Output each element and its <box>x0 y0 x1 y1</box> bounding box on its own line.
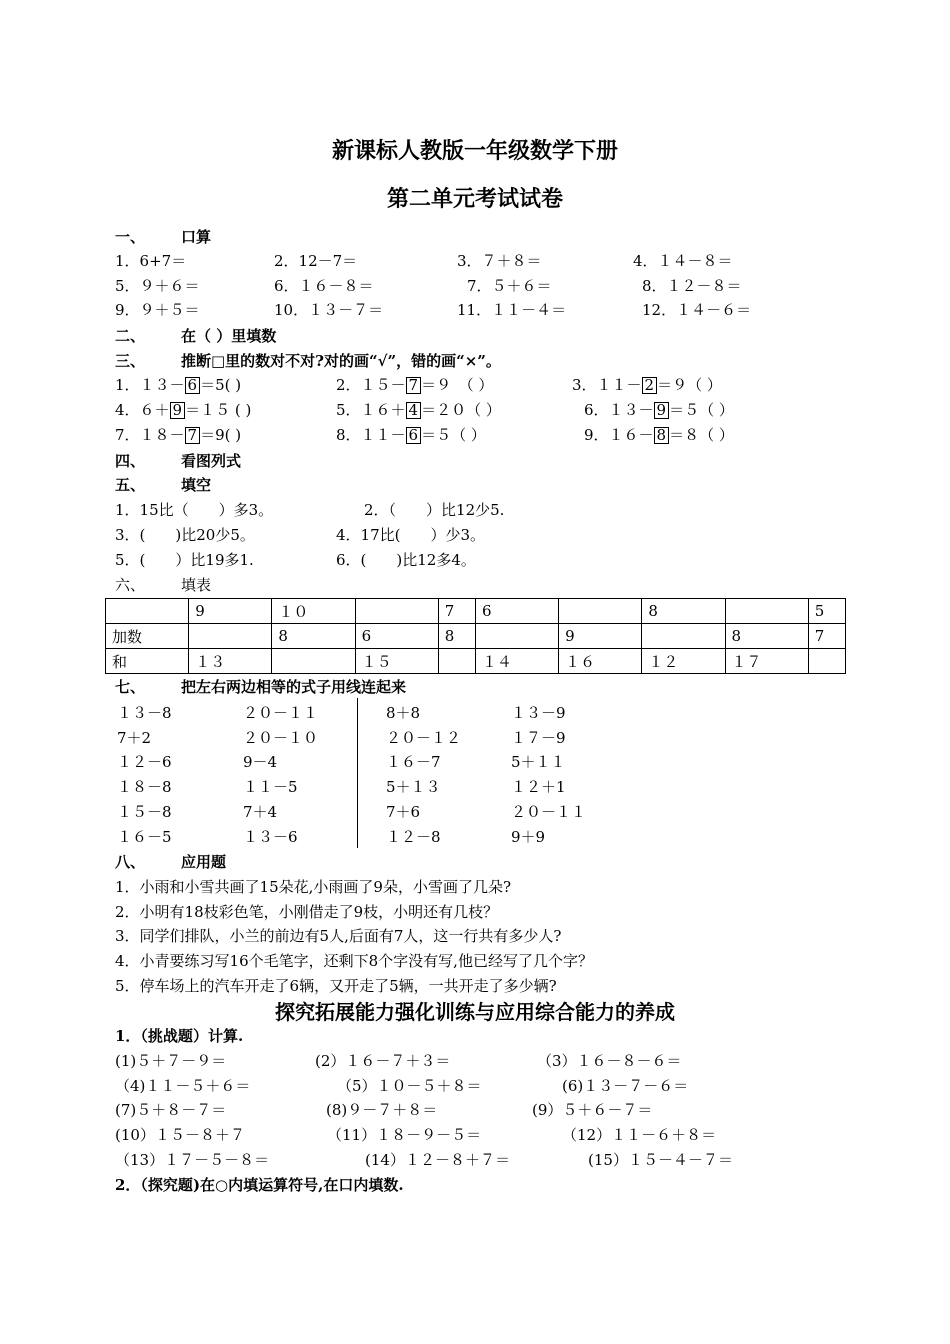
table-cell: １５ <box>355 649 438 674</box>
match-right-a-5: 7＋6 <box>386 803 421 821</box>
oral-item-10: 10．１３－７＝ <box>274 301 384 319</box>
answer-box: 8 <box>654 427 670 444</box>
match-right-a-2: ２０－１２ <box>386 729 462 747</box>
word-problem-4: 4．小青要练习写16个毛笔字，还剩下8个字没有写,他已经写了几个字？ <box>115 952 593 970</box>
section-4-number: 四、 <box>115 452 146 470</box>
calc-item-5: （5）１０－５＋８＝ <box>337 1077 482 1095</box>
table-cell: 6 <box>355 624 438 649</box>
table-row <box>106 649 846 674</box>
match-left-a-4: １８－8 <box>117 778 172 796</box>
addition-fill-table <box>105 598 846 674</box>
calc-item-12: （12）１１－６＋８＝ <box>562 1126 717 1144</box>
section-7-title: 把左右两边相等的式子用线连起来 <box>181 678 407 696</box>
match-left-a-3: １２－6 <box>117 753 172 771</box>
answer-box: 7 <box>185 427 201 444</box>
section-6-title: 填表 <box>181 576 212 594</box>
section-3-number: 三、 <box>115 352 146 370</box>
judge-item-9: 9．１６－ 8 ＝８（ ） <box>584 426 734 444</box>
fill-item-6: 6．( )比12多4。 <box>336 551 476 569</box>
judge-item-8: 8．１１－ 6 ＝５（ ） <box>336 426 486 444</box>
oral-item-6: 6．１６－８＝ <box>274 277 374 295</box>
match-right-a-6: １２－8 <box>386 828 441 846</box>
oral-item-12: 12．１４－６＝ <box>642 301 752 319</box>
table-cell: １７ <box>725 649 808 674</box>
fill-item-3: 3．( )比20少5。 <box>115 526 255 544</box>
table-cell <box>438 649 475 674</box>
section-2-number: 二、 <box>115 327 146 345</box>
match-right-b-4: １２＋1 <box>511 778 566 796</box>
oral-item-1: 1．6+7＝ <box>115 252 187 270</box>
match-right-a-1: 8＋8 <box>386 704 421 722</box>
oral-item-4: 4．１４－８＝ <box>633 252 733 270</box>
judge-item-5: 5．１６＋ 4 ＝２０（ ） <box>336 401 501 419</box>
answer-box: 6 <box>406 427 422 444</box>
calc-item-1: (1)５＋７－９＝ <box>115 1052 227 1070</box>
calc-item-7: (7)５＋８－７＝ <box>115 1101 227 1119</box>
table-cell: １６ <box>559 649 642 674</box>
fill-item-2: 2．（ ）比12少5. <box>364 501 505 519</box>
section-2-title: 在（ ）里填数 <box>181 327 277 345</box>
table-cell: 9 <box>559 624 642 649</box>
section-7-number: 七、 <box>115 678 146 696</box>
table-cell: 7 <box>808 624 845 649</box>
table-cell: 8 <box>272 624 355 649</box>
match-left-b-6: １３－6 <box>243 828 298 846</box>
oral-item-2: 2．12－7＝ <box>274 252 358 270</box>
table-cell <box>808 649 845 674</box>
table-cell: 6 <box>475 599 558 624</box>
match-right-b-2: １７－9 <box>511 729 566 747</box>
calc-item-8: (8)９－７＋８＝ <box>326 1101 438 1119</box>
table-cell <box>642 624 725 649</box>
section-8-title: 应用题 <box>181 853 227 871</box>
calc-item-14: (14）１２－８＋７＝ <box>365 1151 510 1169</box>
calc-item-15: (15）１５－４－７＝ <box>588 1151 733 1169</box>
table-cell <box>106 599 189 624</box>
match-right-b-5: ２０－１１ <box>511 803 587 821</box>
word-problem-2: 2．小明有18枝彩色笔，小刚借走了9枝，小明还有几枝？ <box>115 903 499 921</box>
section-8-number: 八、 <box>115 853 146 871</box>
section-3-title: 推断□里的数对不对?对的画“√”，错的画“×”。 <box>181 352 501 370</box>
judge-item-4: 4．６＋ 9 ＝１５ ( ) <box>115 401 252 419</box>
section-4-title: 看图列式 <box>181 452 242 470</box>
section-5-title: 填空 <box>181 476 212 494</box>
exploration-title: 2．（探究题)在○内填运算符号,在口内填数. <box>115 1176 404 1194</box>
match-left-b-1: ２０－１１ <box>243 704 319 722</box>
exam-title-line1: 新课标人教版一年级数学下册 <box>331 138 618 164</box>
table-cell <box>559 599 642 624</box>
calc-item-6: (6)１３－７－６＝ <box>562 1077 689 1095</box>
section-6-number: 六、 <box>115 576 146 594</box>
table-cell <box>355 599 438 624</box>
answer-box: 2 <box>642 377 658 394</box>
section-5-number: 五、 <box>115 476 146 494</box>
table-cell <box>475 624 558 649</box>
fill-item-5: 5．( ）比19多1. <box>115 551 254 569</box>
table-cell: 9 <box>189 599 272 624</box>
table-cell <box>272 649 355 674</box>
match-left-b-3: 9－4 <box>243 753 278 771</box>
judge-item-3: 3．１１－ 2 ＝９（ ） <box>572 376 722 394</box>
calc-item-2: (2）１６－７＋３＝ <box>315 1052 451 1070</box>
match-right-b-6: 9＋9 <box>511 828 546 846</box>
oral-item-11: 11．１１－４＝ <box>457 301 567 319</box>
match-right-b-1: １３－9 <box>511 704 566 722</box>
table-cell: 5 <box>808 599 845 624</box>
judge-item-6: 6．１３－ 9 ＝５（ ） <box>584 401 734 419</box>
match-left-a-6: １６－5 <box>117 828 172 846</box>
table-cell: １０ <box>272 599 355 624</box>
table-cell: 8 <box>725 624 808 649</box>
table-cell: １２ <box>642 649 725 674</box>
judge-item-1: 1．１３－ 6 ＝5( ) <box>115 376 242 394</box>
calc-item-13: （13）１７－５－８＝ <box>115 1151 270 1169</box>
judge-item-7: 7．１８－ 7 ＝9( ) <box>115 426 242 444</box>
answer-box: 9 <box>170 402 186 419</box>
match-left-b-4: １１－5 <box>243 778 298 796</box>
table-row <box>106 599 846 624</box>
match-left-a-1: １３－8 <box>117 704 172 722</box>
match-right-a-4: 5＋１３ <box>386 778 441 796</box>
match-right-a-3: １６－7 <box>386 753 441 771</box>
calc-item-9: (9）５＋６－７＝ <box>532 1101 653 1119</box>
table-cell: １４ <box>475 649 558 674</box>
answer-box: 4 <box>406 402 422 419</box>
answer-box: 6 <box>185 377 201 394</box>
calc-item-10: (10）１５－８＋７ <box>115 1126 245 1144</box>
exam-title-line2: 第二单元考试试卷 <box>386 186 563 212</box>
calc-item-4: （4)１１－５＋６＝ <box>115 1077 251 1095</box>
fill-item-1: 1．15比（ ）多3。 <box>115 501 274 519</box>
match-left-b-5: 7＋4 <box>243 803 278 821</box>
word-problem-3: 3．同学们排队，小兰的前边有5人,后面有7人，这一行共有多少人? <box>115 927 562 945</box>
word-problem-5: 5．停车场上的汽车开走了6辆，又开走了5辆，一共开走了多少辆? <box>115 977 557 995</box>
calc-item-3: （3）１６－８－６＝ <box>537 1052 682 1070</box>
match-left-a-2: 7＋2 <box>117 729 152 747</box>
table-cell: １３ <box>189 649 272 674</box>
match-left-a-5: １５－8 <box>117 803 172 821</box>
table-cell: 8 <box>438 624 475 649</box>
extension-section-title: 探究拓展能力强化训练与应用综合能力的养成 <box>275 1000 675 1024</box>
table-cell: 和 <box>106 649 189 674</box>
answer-box: 7 <box>406 377 422 394</box>
oral-item-8: 8．１２－８＝ <box>642 277 742 295</box>
table-cell: 8 <box>642 599 725 624</box>
table-cell <box>725 599 808 624</box>
challenge-title: 1．（挑战题）计算. <box>115 1027 244 1045</box>
match-right-b-3: 5＋１１ <box>511 753 566 771</box>
word-problem-1: 1．小雨和小雪共画了15朵花,小雨画了9朵，小雪画了几朵? <box>115 878 511 896</box>
divider-line <box>357 698 358 848</box>
table-cell: 7 <box>438 599 475 624</box>
oral-item-9: 9．９＋５＝ <box>115 301 200 319</box>
section-1-title: 口算 <box>181 228 212 246</box>
match-left-b-2: ２０－１０ <box>243 729 319 747</box>
oral-item-5: 5．９＋６＝ <box>115 277 200 295</box>
oral-item-7: 7．５＋６＝ <box>467 277 552 295</box>
answer-box: 9 <box>654 402 670 419</box>
oral-item-3: 3．７＋８＝ <box>457 252 542 270</box>
judge-item-2: 2．１５－ 7 ＝９ （ ） <box>336 376 494 394</box>
section-1-number: 一、 <box>115 228 146 246</box>
table-cell: 加数 <box>106 624 189 649</box>
table-row <box>106 624 846 649</box>
calc-item-11: （11）１８－９－５＝ <box>327 1126 482 1144</box>
fill-item-4: 4．17比( ）少3。 <box>336 526 486 544</box>
table-cell <box>189 624 272 649</box>
